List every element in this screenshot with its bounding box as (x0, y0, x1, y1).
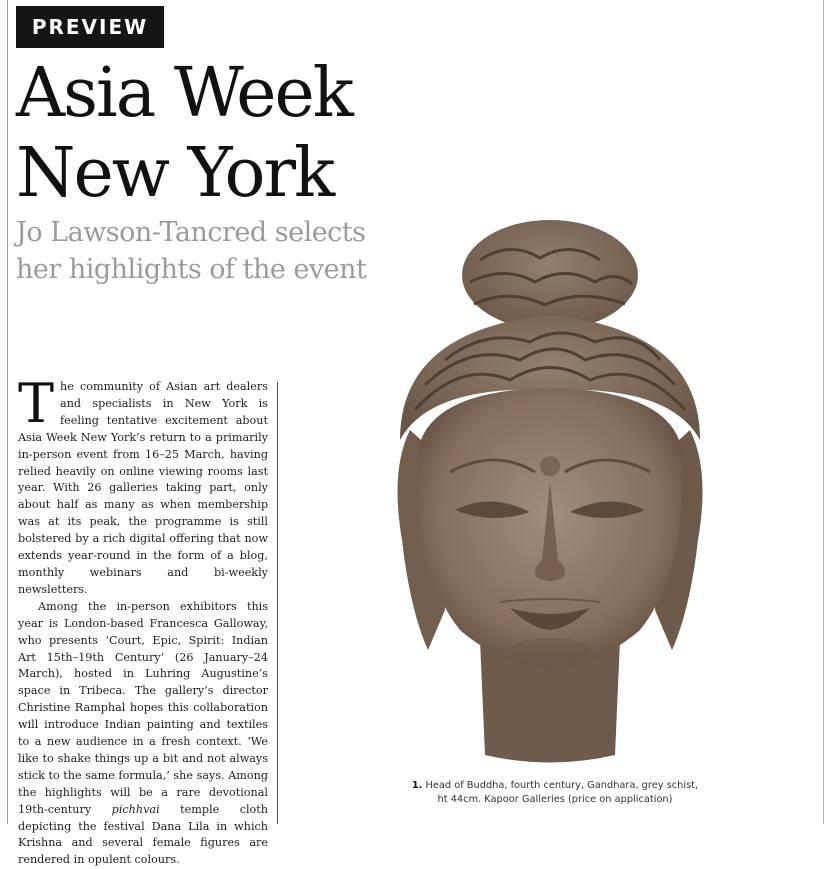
deck (16, 214, 416, 288)
buddha-head-image (370, 210, 730, 770)
column-rule (277, 382, 278, 824)
page-edge-left (7, 0, 8, 824)
page-edge-right (823, 0, 824, 824)
figure-caption (410, 779, 700, 806)
article-paragraph-1 (18, 372, 268, 599)
pichhvai-term: pichhvai (111, 802, 160, 816)
paragraph-2-text-b: temple cloth depicting the festival Dana Lila in which Krishna and several female figures are rendered in opulent colours. (18, 802, 268, 867)
caption-text: Head of Buddha, fourth century, Gandhara, grey schist, ht 44cm. Kapoor Galleries (price on application) (425, 780, 699, 805)
deck-line-2: her highlights of the event (16, 254, 367, 285)
deck-line-1: Jo Lawson-Tancred selects (16, 217, 366, 248)
article-paragraph-2 (18, 599, 268, 869)
headline-line-1: Asia Week (16, 54, 352, 133)
paragraph-1-text: he community of Asian art dealers and specialists in New York is feeling tentative excitement about Asia Week New York’s return to a primarily in-person event from 16–25 March, having relied heavily on online viewing rooms last year. With 26 galleries taking part, only about half as many as when membership was at its peak, the programme is still bolstered by a rich digital offering that now extends year-round in the form of a blog, monthly webinars and bi-weekly newsletters. (18, 380, 268, 596)
headline-line-2: New York (16, 134, 334, 213)
section-tag-label: PREVIEW (31, 15, 149, 39)
headline (16, 54, 352, 214)
section-tag (16, 6, 164, 48)
drop-cap: T (18, 372, 55, 435)
caption-number: 1. (411, 780, 423, 791)
buddha-urna (540, 456, 560, 476)
article-body (18, 372, 268, 867)
paragraph-2-text-a: Among the in-person exhibitors this year is London-based Francesca Galloway, who presents ‘Court, Epic, Spirit: Indian Art 15th–19th Century’ (26 January–24 March), hosted in Luhring Augustine’s space in Tribeca. The gallery’s director Christine Ramphal hopes this collaboration will introduce Indian painting and textiles to a new audience in a fresh context. ‘We like to shake things up a bit and not always stick to the same formula,’ she says. Among the highlights will be a rare devotional 19th-century (18, 599, 268, 816)
